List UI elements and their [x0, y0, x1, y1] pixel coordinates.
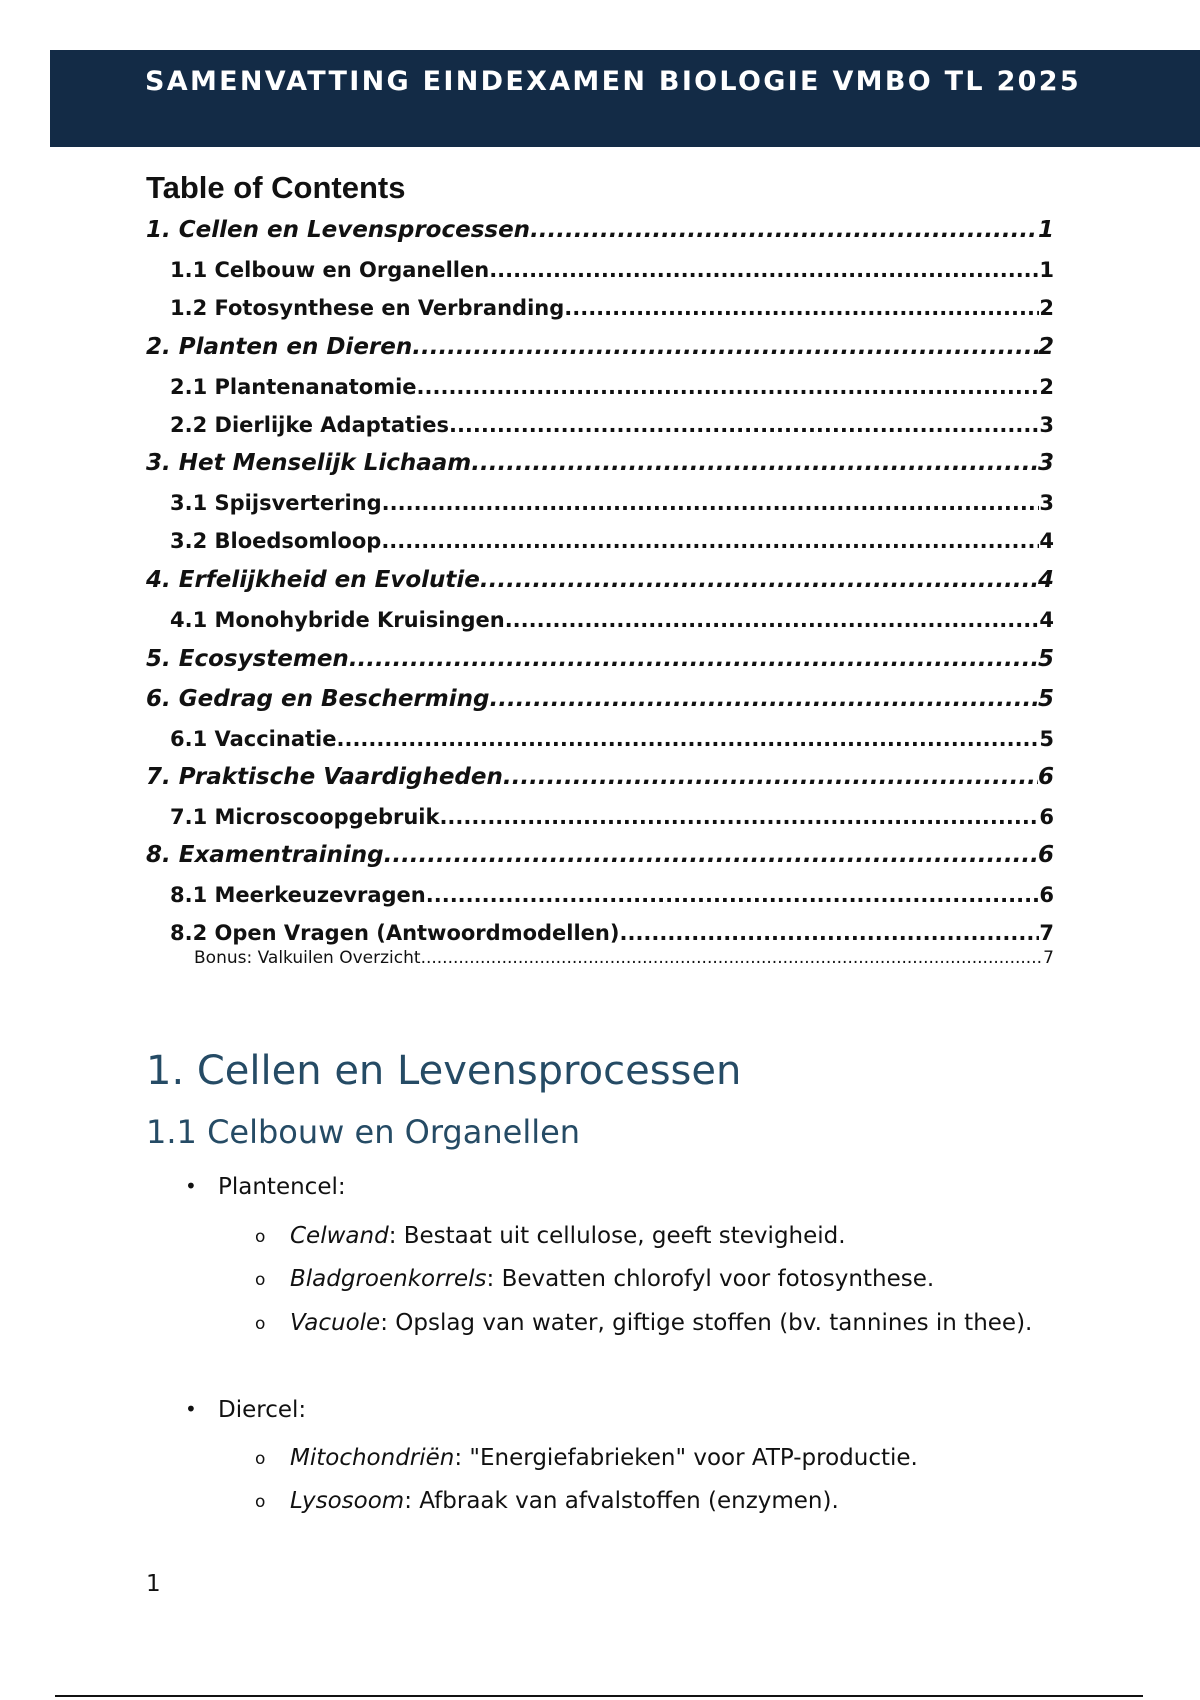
toc-entry[interactable]: 2.2 Dierlijke Adaptaties ..... 3 [170, 413, 1054, 437]
sub-list-item [255, 1258, 1050, 1301]
toc-entry[interactable]: 8.1 Meerkeuzevragen ..... 6 [170, 883, 1054, 907]
toc-page-number: 2 [1039, 296, 1054, 320]
toc-entry[interactable]: 3.1 Spijsvertering ..... 3 [170, 491, 1054, 515]
list-item [185, 1397, 307, 1423]
toc-leader [449, 413, 1039, 437]
toc-entry[interactable]: 1.2 Fotosynthese en Verbranding ..... 2 [170, 296, 1054, 320]
toc-leader [471, 450, 1038, 476]
subsection-heading: 1.1 Celbouw en Organellen [146, 1113, 581, 1151]
definition: : Bevatten chlorofyl voor fotosynthese. [486, 1266, 935, 1292]
list-item-label: Plantencel: [218, 1174, 346, 1200]
toc-entry[interactable]: 2. Planten en Dieren ..... 2 [146, 334, 1054, 360]
toc-leader [349, 646, 1038, 672]
toc-leader [382, 491, 1040, 515]
definition: : Afbraak van afvalstoffen (enzymen). [404, 1488, 839, 1514]
toc-entry[interactable]: 6. Gedrag en Bescherming ..... 5 [146, 686, 1054, 712]
toc-entry[interactable]: 4.1 Monohybride Kruisingen ..... 4 [170, 608, 1054, 632]
toc-entry[interactable]: 1. Cellen en Levensprocessen ..... 1 [146, 217, 1054, 243]
toc-leader [489, 258, 1039, 282]
toc-page-number: 5 [1037, 646, 1054, 672]
sub-bullet-marker: o [255, 1314, 266, 1334]
toc-entry[interactable]: Bonus: Valkuilen Overzicht ..... 7 [194, 948, 1054, 968]
document-title: SAMENVATTING EINDEXAMEN BIOLOGIE VMBO TL 2025 [145, 66, 1081, 97]
toc-page-number: 5 [1037, 686, 1054, 712]
list-item [185, 1174, 346, 1200]
section-heading: 1. Cellen en Levensprocessen [146, 1048, 742, 1094]
definition: : "Energiefabrieken" voor ATP-productie. [454, 1445, 918, 1471]
toc-page-number: 1 [1037, 217, 1054, 243]
term: Lysosoom [290, 1488, 405, 1514]
sub-list-item [255, 1302, 1050, 1345]
toc-leader [503, 764, 1038, 790]
toc-leader [439, 805, 1039, 829]
toc-page-number: 3 [1039, 413, 1054, 437]
term: Mitochondriën [290, 1445, 455, 1471]
toc-leader [619, 921, 1039, 945]
definition: : Opslag van water, giftige stoffen (bv. tannines in thee). [380, 1310, 1033, 1336]
toc-entry[interactable]: 1.1 Celbouw en Organellen ..... 1 [170, 258, 1054, 282]
term: Bladgroenkorrels [290, 1266, 487, 1292]
definition: : Bestaat uit cellulose, geeft stevigheid. [388, 1223, 846, 1249]
toc-leader [530, 217, 1038, 243]
toc-page-number: 2 [1039, 375, 1054, 399]
toc-entry[interactable]: 7. Praktische Vaardigheden ..... 6 [146, 764, 1054, 790]
toc-leader [426, 883, 1040, 907]
toc-leader [480, 567, 1038, 593]
term: Celwand [290, 1223, 389, 1249]
bullet-marker: • [185, 1174, 197, 1198]
toc-page-number: 6 [1039, 805, 1054, 829]
sub-list-item [255, 1215, 1050, 1258]
list-item-label: Diercel: [218, 1397, 307, 1423]
toc-entry[interactable]: 5. Ecosystemen ..... 5 [146, 646, 1054, 672]
bullet-marker: • [185, 1397, 197, 1421]
toc-leader [417, 375, 1040, 399]
toc-page-number: 7 [1039, 921, 1054, 945]
toc-entry[interactable]: 8. Examentraining ..... 6 [146, 842, 1054, 868]
toc-page-number: 6 [1037, 764, 1054, 790]
toc-page-number: 4 [1037, 567, 1054, 593]
sub-list-item [255, 1480, 1050, 1523]
toc-leader [505, 608, 1040, 632]
toc-page-number: 2 [1037, 334, 1054, 360]
toc-page-number: 4 [1039, 529, 1054, 553]
sub-list-item [255, 1437, 1050, 1480]
footer-rule [55, 1695, 1143, 1697]
term: Vacuole [290, 1310, 381, 1336]
toc-leader [336, 727, 1039, 751]
toc-entry[interactable]: 8.2 Open Vragen (Antwoordmodellen) ..... 7 [170, 921, 1054, 945]
toc-leader [412, 334, 1038, 360]
page-number: 1 [146, 1571, 161, 1597]
toc-leader [564, 296, 1039, 320]
toc-leader [489, 686, 1038, 712]
toc-page-number: 3 [1039, 491, 1054, 515]
toc-entry[interactable]: 3.2 Bloedsomloop ..... 4 [170, 529, 1054, 553]
toc-entry[interactable]: 2.1 Plantenanatomie ..... 2 [170, 375, 1054, 399]
toc-leader [381, 529, 1039, 553]
toc-leader [384, 842, 1038, 868]
toc-entry[interactable]: 4. Erfelijkheid en Evolutie ..... 4 [146, 567, 1054, 593]
toc-page-number: 6 [1037, 842, 1054, 868]
document-header-band [50, 50, 1200, 147]
toc-page-number: 4 [1039, 608, 1054, 632]
toc-page-number: 1 [1039, 258, 1054, 282]
toc-page-number: 7 [1043, 948, 1054, 968]
toc-leader [421, 948, 1044, 968]
sub-bullet-marker: o [255, 1227, 266, 1247]
sub-bullet-marker: o [255, 1492, 266, 1512]
sub-bullet-marker: o [255, 1270, 266, 1290]
toc-heading: Table of Contents [146, 170, 406, 205]
toc-entry[interactable]: 3. Het Menselijk Lichaam ..... 3 [146, 450, 1054, 476]
toc-page-number: 6 [1039, 883, 1054, 907]
toc-page-number: 5 [1039, 727, 1054, 751]
toc-entry[interactable]: 6.1 Vaccinatie ..... 5 [170, 727, 1054, 751]
toc-entry[interactable]: 7.1 Microscoopgebruik ..... 6 [170, 805, 1054, 829]
toc-page-number: 3 [1037, 450, 1054, 476]
sub-bullet-marker: o [255, 1449, 266, 1469]
